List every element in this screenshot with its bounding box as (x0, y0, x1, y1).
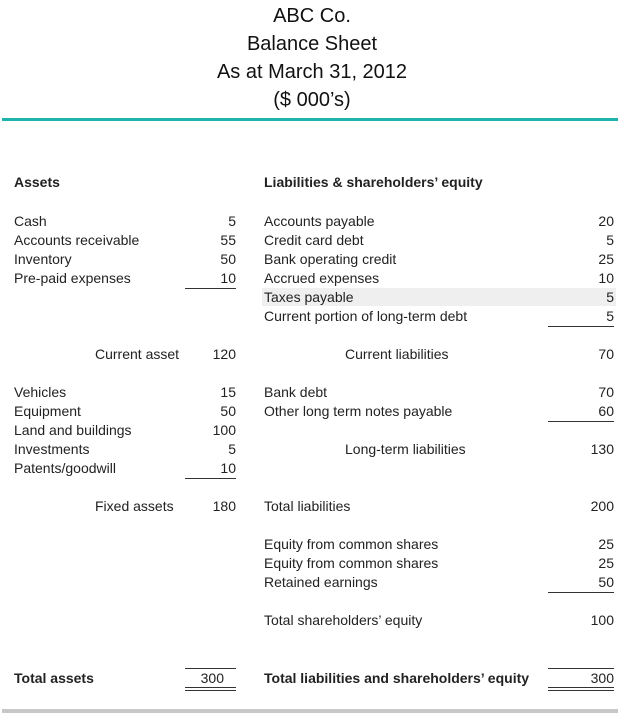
longterm-liabilities-label: Long-term liabilities (345, 441, 466, 457)
asset-value: 5 (228, 213, 236, 229)
total-equity-label: Total shareholders’ equity (264, 612, 423, 628)
liability-value: 60 (548, 402, 614, 422)
asset-label: Land and buildings (14, 422, 132, 438)
asset-value: 15 (220, 384, 236, 400)
asset-label: Equipment (14, 403, 81, 419)
equity-label: Equity from common shares (264, 536, 439, 552)
liability-label: Taxes payable (264, 289, 354, 305)
equity-label: Retained earnings (264, 574, 378, 590)
asset-label: Pre-paid expenses (14, 270, 131, 286)
asset-label: Patents/goodwill (14, 460, 116, 476)
total-liabilities-value: 200 (590, 498, 614, 514)
asset-label: Accounts receivable (14, 232, 140, 248)
statement-title: Balance Sheet (246, 33, 378, 55)
total-liabilities-label: Total liabilities (264, 498, 351, 514)
liability-label: Accounts payable (264, 213, 375, 229)
liabilities-heading: Liabilities & shareholders’ equity (264, 174, 483, 190)
total-equity-value: 100 (590, 612, 614, 628)
liability-value: 5 (606, 289, 614, 305)
header-divider (2, 118, 618, 121)
liability-label: Accrued expenses (264, 270, 380, 286)
grand-total-label: Total liabilities and shareholders’ equity (264, 670, 530, 686)
liability-value: 70 (598, 384, 614, 400)
total-assets-value: 300 (185, 668, 236, 688)
grand-total-value: 300 (548, 668, 614, 688)
equity-label: Equity from common shares (264, 555, 439, 571)
footer-divider (2, 709, 618, 713)
fixed-assets-value: 180 (212, 498, 236, 514)
asset-label: Cash (14, 213, 47, 229)
asset-label: Vehicles (14, 384, 67, 400)
current-assets-value: 120 (212, 346, 236, 362)
asset-value: 55 (220, 232, 236, 248)
asset-value: 10 (185, 459, 236, 479)
asset-value: 50 (220, 403, 236, 419)
liability-label: Current portion of long-term debt (264, 308, 468, 324)
assets-heading: Assets (14, 174, 60, 190)
asset-value: 50 (220, 251, 236, 267)
company-name: ABC Co. (273, 5, 351, 27)
liability-value: 25 (598, 251, 614, 267)
asset-label: Investments (14, 441, 90, 457)
current-liabilities-value: 70 (598, 346, 614, 362)
asset-value: 10 (185, 269, 236, 289)
liability-label: Bank debt (264, 384, 328, 400)
liability-value: 5 (606, 232, 614, 248)
current-assets-label: Current asset (95, 346, 180, 362)
equity-value: 50 (548, 573, 614, 593)
asset-label: Inventory (14, 251, 72, 267)
liability-label: Credit card debt (264, 232, 364, 248)
asset-value: 100 (212, 422, 236, 438)
equity-value: 25 (598, 555, 614, 571)
liability-value: 20 (598, 213, 614, 229)
liability-value: 5 (548, 307, 614, 327)
liability-label: Bank operating credit (264, 251, 397, 267)
statement-units: ($ 000’s) (273, 89, 351, 111)
equity-value: 25 (598, 536, 614, 552)
liability-label: Other long term notes payable (264, 403, 453, 419)
longterm-liabilities-value: 130 (590, 441, 614, 457)
fixed-assets-label: Fixed assets (95, 498, 174, 514)
asset-value: 5 (228, 441, 236, 457)
liability-value: 10 (598, 270, 614, 286)
statement-date: As at March 31, 2012 (216, 61, 408, 83)
current-liabilities-label: Current liabilities (345, 346, 449, 362)
total-assets-label: Total assets (14, 670, 94, 686)
